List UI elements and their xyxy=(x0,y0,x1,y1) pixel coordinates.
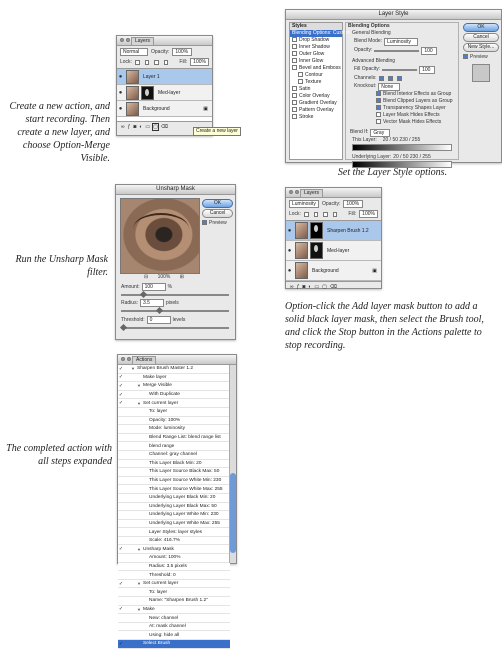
blending-options-panel xyxy=(345,22,459,160)
toggle-item-icon[interactable]: ✓ xyxy=(118,580,124,587)
option-checkbox[interactable]: Vector Mask Hides Effects xyxy=(376,119,458,126)
action-step-row[interactable] xyxy=(118,554,230,563)
action-step-label: Channel: gray channel xyxy=(149,452,198,458)
layers-titlebar xyxy=(117,36,212,46)
this-layer-label: This Layer: xyxy=(352,137,377,143)
close-icon[interactable] xyxy=(121,357,125,361)
caption-new-action: Create a new action, and start recording. Then create a new layer, and choose Option-Merge Visible. xyxy=(9,101,110,164)
styles-list xyxy=(289,22,351,160)
link-icon[interactable]: ∞ xyxy=(121,124,125,130)
layer-name: Background xyxy=(143,105,170,112)
zoom-out-icon[interactable]: ⊟ xyxy=(144,274,149,280)
lock-icon: ▣ xyxy=(372,267,377,274)
style-item[interactable]: Gradient Overlay xyxy=(290,100,342,107)
fill-slider[interactable] xyxy=(382,69,417,71)
layer-list xyxy=(286,220,381,281)
opacity-label: Opacity: xyxy=(322,200,341,207)
amount-slider-knob[interactable] xyxy=(140,291,147,298)
action-step-row[interactable] xyxy=(118,640,230,649)
action-step-row[interactable] xyxy=(118,606,230,615)
cancel-button[interactable]: Cancel xyxy=(202,209,233,218)
action-step-label: Underlying Layer Black Max: 50 xyxy=(149,503,217,509)
radius-slider-knob[interactable] xyxy=(156,307,163,314)
action-step-label: Sharpen Brush Master 1.2 xyxy=(137,366,193,372)
action-step-row[interactable] xyxy=(118,580,230,589)
blend-if-select[interactable]: Gray xyxy=(370,129,390,137)
action-step-label: This Layer Source White Max: 255 xyxy=(149,486,223,492)
underlying-values: 20 / 50 230 / 255 xyxy=(393,154,431,160)
action-step-row[interactable] xyxy=(118,442,230,451)
action-step-row[interactable] xyxy=(118,571,230,580)
caption-unsharp: Run the Unsharp Mask filter. xyxy=(15,254,108,278)
action-step-label: New: channel xyxy=(149,615,179,621)
general-blending-label: General Blending xyxy=(352,30,391,36)
action-step-row[interactable] xyxy=(118,614,230,623)
lock-transparent-icon[interactable] xyxy=(304,212,309,217)
action-step-label: Blend Range List: blend range list xyxy=(149,435,221,441)
actions-palette xyxy=(117,354,237,647)
opacity-label: Opacity: xyxy=(354,47,373,53)
caption-layer-style: Set the Layer Style options. xyxy=(337,167,448,178)
opacity-field[interactable]: 100 xyxy=(421,47,437,55)
action-step-row[interactable] xyxy=(118,597,230,606)
layer-thumbnail xyxy=(295,222,308,239)
cancel-button[interactable]: Cancel xyxy=(463,33,499,42)
minimize-icon[interactable] xyxy=(127,357,131,361)
style-item[interactable]: Inner Glow xyxy=(290,58,342,65)
eye-icon[interactable]: ● xyxy=(287,267,292,274)
toggle-item-icon[interactable]: ✓ xyxy=(118,374,124,381)
fx-icon[interactable]: ƒ xyxy=(296,284,300,290)
action-step-row[interactable] xyxy=(118,460,230,469)
new-layer-icon[interactable]: ▢ xyxy=(153,124,158,130)
action-step-row[interactable] xyxy=(118,468,230,477)
adjustment-icon[interactable]: ◐ xyxy=(308,284,312,290)
action-step-label: This Layer Source Black Max: 50 xyxy=(149,469,220,475)
fill-label: Fill: xyxy=(179,58,188,65)
opacity-label: Opacity: xyxy=(151,48,170,55)
fx-icon[interactable]: ƒ xyxy=(127,124,131,130)
blend-mode-select[interactable]: Luminosity xyxy=(384,38,418,46)
threshold-slider[interactable] xyxy=(121,327,229,329)
option-checkbox[interactable]: Blend Interior Effects as Group xyxy=(376,91,458,98)
lock-paint-icon[interactable] xyxy=(145,60,150,65)
dialog-title: Layer Style xyxy=(286,10,501,20)
action-step-row[interactable] xyxy=(118,374,230,383)
action-step-row[interactable] xyxy=(118,588,230,597)
action-step-label: To: layer xyxy=(149,409,168,415)
action-step-row[interactable] xyxy=(118,537,230,546)
layer-row[interactable] xyxy=(286,241,381,261)
layer-thumbnail xyxy=(126,70,139,84)
action-step-label: Layer Styles: layer styles xyxy=(149,529,203,535)
layers-footer xyxy=(286,281,381,292)
style-item[interactable]: Texture xyxy=(290,79,342,86)
this-layer-gradient[interactable] xyxy=(352,144,452,151)
toggle-item-icon[interactable]: ✓ xyxy=(118,391,124,398)
tab-actions[interactable]: Actions xyxy=(132,356,156,364)
action-step-row[interactable] xyxy=(118,528,230,537)
expand-triangle-icon[interactable]: ▼ xyxy=(137,606,141,612)
action-step-label: Opacity: 100% xyxy=(149,417,181,423)
toggle-item-icon[interactable]: ✓ xyxy=(118,365,124,372)
threshold-unit: levels xyxy=(172,316,186,323)
zoom-level: 100% xyxy=(157,274,171,280)
folder-icon[interactable]: ▭ xyxy=(145,124,151,130)
new-style-button[interactable]: New Style... xyxy=(463,43,499,52)
action-step-label: Merge Visible xyxy=(143,383,172,389)
lock-move-icon[interactable] xyxy=(154,60,159,65)
action-step-row[interactable] xyxy=(118,434,230,443)
style-item[interactable]: Satin xyxy=(290,86,342,93)
action-step-label: Radius: 3.5 pixels xyxy=(149,563,187,569)
blend-mode-label: Blend Mode: xyxy=(354,38,383,44)
opacity-field[interactable]: 100% xyxy=(343,200,363,208)
fill-field[interactable]: 100% xyxy=(190,58,209,66)
layer-name: Background xyxy=(312,267,339,274)
action-step-row[interactable] xyxy=(118,391,230,400)
style-item[interactable]: Drop Shadow xyxy=(290,37,342,44)
layer-name: Med-layer xyxy=(158,89,181,96)
action-step-row[interactable] xyxy=(118,408,230,417)
trash-icon[interactable]: ⌫ xyxy=(329,284,337,290)
preview-checkbox[interactable]: Preview xyxy=(463,54,488,61)
add-mask-icon[interactable]: ◙ xyxy=(302,284,306,290)
tab-layers[interactable]: Layers xyxy=(300,189,323,197)
adjustment-icon[interactable]: ◐ xyxy=(139,124,143,130)
this-layer-values: 20 / 50 230 / 255 xyxy=(382,137,421,143)
action-step-row[interactable] xyxy=(118,545,230,554)
style-item[interactable]: Inner Shadow xyxy=(290,44,342,51)
zoom-controls xyxy=(144,274,184,281)
underlying-label: Underlying Layer: xyxy=(352,154,392,160)
action-step-row[interactable] xyxy=(118,485,230,494)
knockout-label: Knockout: xyxy=(354,83,377,89)
style-preview-swatch xyxy=(472,64,490,82)
style-item[interactable]: Stroke xyxy=(290,114,342,121)
action-step-label: Underlying Layer Black Min: 20 xyxy=(149,495,216,501)
actions-titlebar xyxy=(118,355,236,365)
minimize-icon[interactable] xyxy=(295,190,299,194)
ok-button[interactable]: OK xyxy=(202,199,233,208)
layer-style-dialog xyxy=(285,9,502,163)
channel-b-checkbox[interactable] xyxy=(397,76,402,81)
action-step-row[interactable] xyxy=(118,503,230,512)
toggle-item-icon[interactable]: ✓ xyxy=(118,400,124,407)
toggle-item-icon[interactable]: ✓ xyxy=(118,640,124,647)
fill-field[interactable]: 100 xyxy=(419,66,435,74)
layer-name: Layer 1 xyxy=(143,73,160,80)
layer-row[interactable] xyxy=(286,221,381,241)
action-step-label: This Layer Source White Min: 230 xyxy=(149,478,222,484)
action-step-row[interactable] xyxy=(118,399,230,408)
fill-label: Fill Opacity: xyxy=(354,66,381,72)
channels-label: Channels: xyxy=(354,74,377,81)
scrollbar-thumb[interactable] xyxy=(230,473,236,553)
action-step-label: Mode: luminosity xyxy=(149,426,185,432)
style-item[interactable]: Bevel and Emboss xyxy=(290,65,342,72)
action-step-label: Threshold: 0 xyxy=(149,572,176,578)
style-item[interactable]: Pattern Overlay xyxy=(290,107,342,114)
expand-triangle-icon[interactable]: ▼ xyxy=(137,546,141,552)
style-item[interactable]: Contour xyxy=(290,72,342,79)
fill-field[interactable]: 100% xyxy=(359,210,378,218)
action-step-row[interactable] xyxy=(118,425,230,434)
action-step-label: Scale: 416.7% xyxy=(149,538,180,544)
option-checkbox[interactable]: Blend Clipped Layers as Group xyxy=(376,98,458,105)
expand-triangle-icon[interactable]: ▼ xyxy=(137,400,141,406)
action-step-label: Set current layer xyxy=(143,400,179,406)
preview-image[interactable] xyxy=(120,198,200,274)
advanced-blending-label: Advanced Blending xyxy=(352,58,396,64)
link-icon[interactable]: ∞ xyxy=(290,284,294,290)
radius-slider[interactable] xyxy=(121,310,229,312)
amount-label: Amount: xyxy=(121,283,140,290)
action-step-row[interactable] xyxy=(118,417,230,426)
ok-button[interactable]: OK xyxy=(463,23,499,32)
new-layer-icon[interactable]: ▢ xyxy=(322,284,327,290)
layer-list xyxy=(117,68,212,121)
layer-thumbnail xyxy=(295,262,308,279)
opacity-field[interactable]: 100% xyxy=(172,48,192,56)
action-step-label: Amount: 100% xyxy=(149,555,181,561)
caption-add-mask: Option-click the Add layer mask button to add a solid black layer mask, then select the Brush tool, and click the Stop button in the Actions palette to stop recording. xyxy=(285,301,484,351)
action-step-row[interactable] xyxy=(118,520,230,529)
toggle-item-icon[interactable]: ✓ xyxy=(118,606,124,613)
amount-slider[interactable] xyxy=(121,294,229,296)
layers-titlebar xyxy=(286,188,381,198)
action-step-row[interactable] xyxy=(118,477,230,486)
action-step-row[interactable] xyxy=(118,563,230,572)
expand-triangle-icon[interactable]: ▼ xyxy=(137,581,141,587)
layer-name: Med-layer xyxy=(327,247,350,254)
styles-header[interactable]: Styles xyxy=(290,23,342,30)
action-step-label: Underlying Layer White Min: 230 xyxy=(149,512,219,518)
layer-mask-thumbnail xyxy=(310,222,323,239)
lock-all-icon[interactable] xyxy=(164,60,169,65)
action-step-row[interactable] xyxy=(118,365,230,374)
caption-completed: The completed action with all steps expanded xyxy=(6,443,112,467)
close-icon[interactable] xyxy=(289,190,293,194)
threshold-label: Threshold: xyxy=(121,316,145,323)
action-step-label: blend range xyxy=(149,443,175,449)
threshold-field[interactable]: 0 xyxy=(147,316,171,324)
tooltip: Create a new layer xyxy=(193,127,241,136)
action-step-label: Using: hide all xyxy=(149,632,180,638)
layer-mask-thumbnail xyxy=(310,242,323,259)
action-step-row[interactable] xyxy=(118,623,230,632)
action-step-row[interactable] xyxy=(118,511,230,520)
style-item[interactable]: Blending Options: Custom xyxy=(292,30,351,36)
layers-palette xyxy=(116,35,213,136)
zoom-in-icon[interactable]: ⊞ xyxy=(179,274,184,280)
layer-thumbnail xyxy=(126,102,139,116)
trash-icon[interactable]: ⌫ xyxy=(160,124,168,130)
lock-move-icon[interactable] xyxy=(323,212,328,217)
layer-thumbnail xyxy=(295,242,308,259)
layer-row[interactable] xyxy=(286,261,381,281)
action-step-label: To: layer xyxy=(149,589,168,595)
lock-label: Lock: xyxy=(289,210,301,217)
action-step-label: Make layer xyxy=(143,374,167,380)
add-mask-icon[interactable]: ◙ xyxy=(133,124,137,130)
toggle-item-icon[interactable]: ✓ xyxy=(118,382,124,389)
scrollbar[interactable] xyxy=(229,365,236,563)
expand-triangle-icon[interactable]: ▼ xyxy=(131,366,135,372)
layers-palette-masked xyxy=(285,187,382,289)
tab-layers[interactable]: Layers xyxy=(131,37,154,45)
layer-row[interactable] xyxy=(117,69,212,85)
blend-mode-select[interactable]: Luminosity xyxy=(289,200,319,208)
action-step-label: Name: "Sharpen Brush 1.2" xyxy=(149,598,208,604)
toggle-item-icon[interactable]: ✓ xyxy=(118,546,124,553)
layer-name: Sharpen Brush 1.2 xyxy=(327,227,369,234)
lock-transparent-icon[interactable] xyxy=(135,60,140,65)
action-step-label: At: mask channel xyxy=(149,624,186,630)
action-step-label: With Duplicate xyxy=(149,392,180,398)
radius-field[interactable]: 3.5 xyxy=(140,299,164,307)
eye-icon[interactable]: ● xyxy=(118,105,123,112)
eye-icon[interactable]: ● xyxy=(118,89,123,96)
action-step-label: Select Brush xyxy=(143,641,171,647)
dialog-title: Unsharp Mask xyxy=(116,185,235,195)
channel-r-checkbox[interactable] xyxy=(379,76,384,81)
layer-mask-thumbnail xyxy=(141,86,154,100)
unsharp-mask-dialog xyxy=(115,184,236,340)
radius-unit: pixels xyxy=(165,299,179,306)
preview-checkbox[interactable]: Preview xyxy=(202,220,227,227)
action-step-row[interactable] xyxy=(118,382,230,391)
channel-g-checkbox[interactable] xyxy=(388,76,393,81)
action-step-row[interactable] xyxy=(118,494,230,503)
lock-icon: ▣ xyxy=(203,105,208,112)
action-step-label: Make xyxy=(143,606,155,612)
layer-row[interactable] xyxy=(117,85,212,101)
action-step-label: Set current layer xyxy=(143,581,179,587)
style-item[interactable]: Outer Glow xyxy=(290,51,342,58)
amount-field[interactable]: 100 xyxy=(142,283,166,291)
eye-icon[interactable]: ● xyxy=(287,227,292,234)
close-icon[interactable] xyxy=(120,38,124,42)
action-step-label: Underlying Layer White Max: 255 xyxy=(149,520,220,526)
expand-triangle-icon[interactable]: ▼ xyxy=(137,383,141,389)
radius-label: Radius: xyxy=(121,299,138,306)
eye-icon[interactable]: ● xyxy=(118,73,123,80)
opacity-slider[interactable] xyxy=(374,50,419,52)
lock-all-icon[interactable] xyxy=(333,212,338,217)
action-step-row[interactable] xyxy=(118,451,230,460)
style-item[interactable]: Color Overlay xyxy=(290,93,342,100)
section-title: Blending Options xyxy=(348,23,390,29)
option-checkbox[interactable]: Transparency Shapes Layer xyxy=(376,105,458,112)
actions-list xyxy=(118,365,230,647)
eye-icon[interactable]: ● xyxy=(287,247,292,254)
lock-paint-icon[interactable] xyxy=(314,212,319,217)
folder-icon[interactable]: ▭ xyxy=(314,284,320,290)
layer-row[interactable] xyxy=(117,101,212,117)
blend-if-label: Blend If: xyxy=(350,129,369,135)
knockout-select[interactable]: None xyxy=(378,83,400,91)
action-step-row[interactable] xyxy=(118,631,230,640)
fill-label: Fill: xyxy=(348,210,357,217)
lock-label: Lock: xyxy=(120,58,132,65)
layer-thumbnail xyxy=(126,86,139,100)
threshold-slider-knob[interactable] xyxy=(120,324,127,331)
action-step-label: Unsharp Mask xyxy=(143,546,174,552)
action-step-label: This Layer Black Min: 20 xyxy=(149,460,202,466)
eye-lid-shape xyxy=(133,213,189,245)
option-checkbox[interactable]: Layer Mask Hides Effects xyxy=(376,112,458,119)
minimize-icon[interactable] xyxy=(126,38,130,42)
blend-mode-select[interactable]: Normal xyxy=(120,48,148,56)
amount-unit: % xyxy=(167,283,173,290)
